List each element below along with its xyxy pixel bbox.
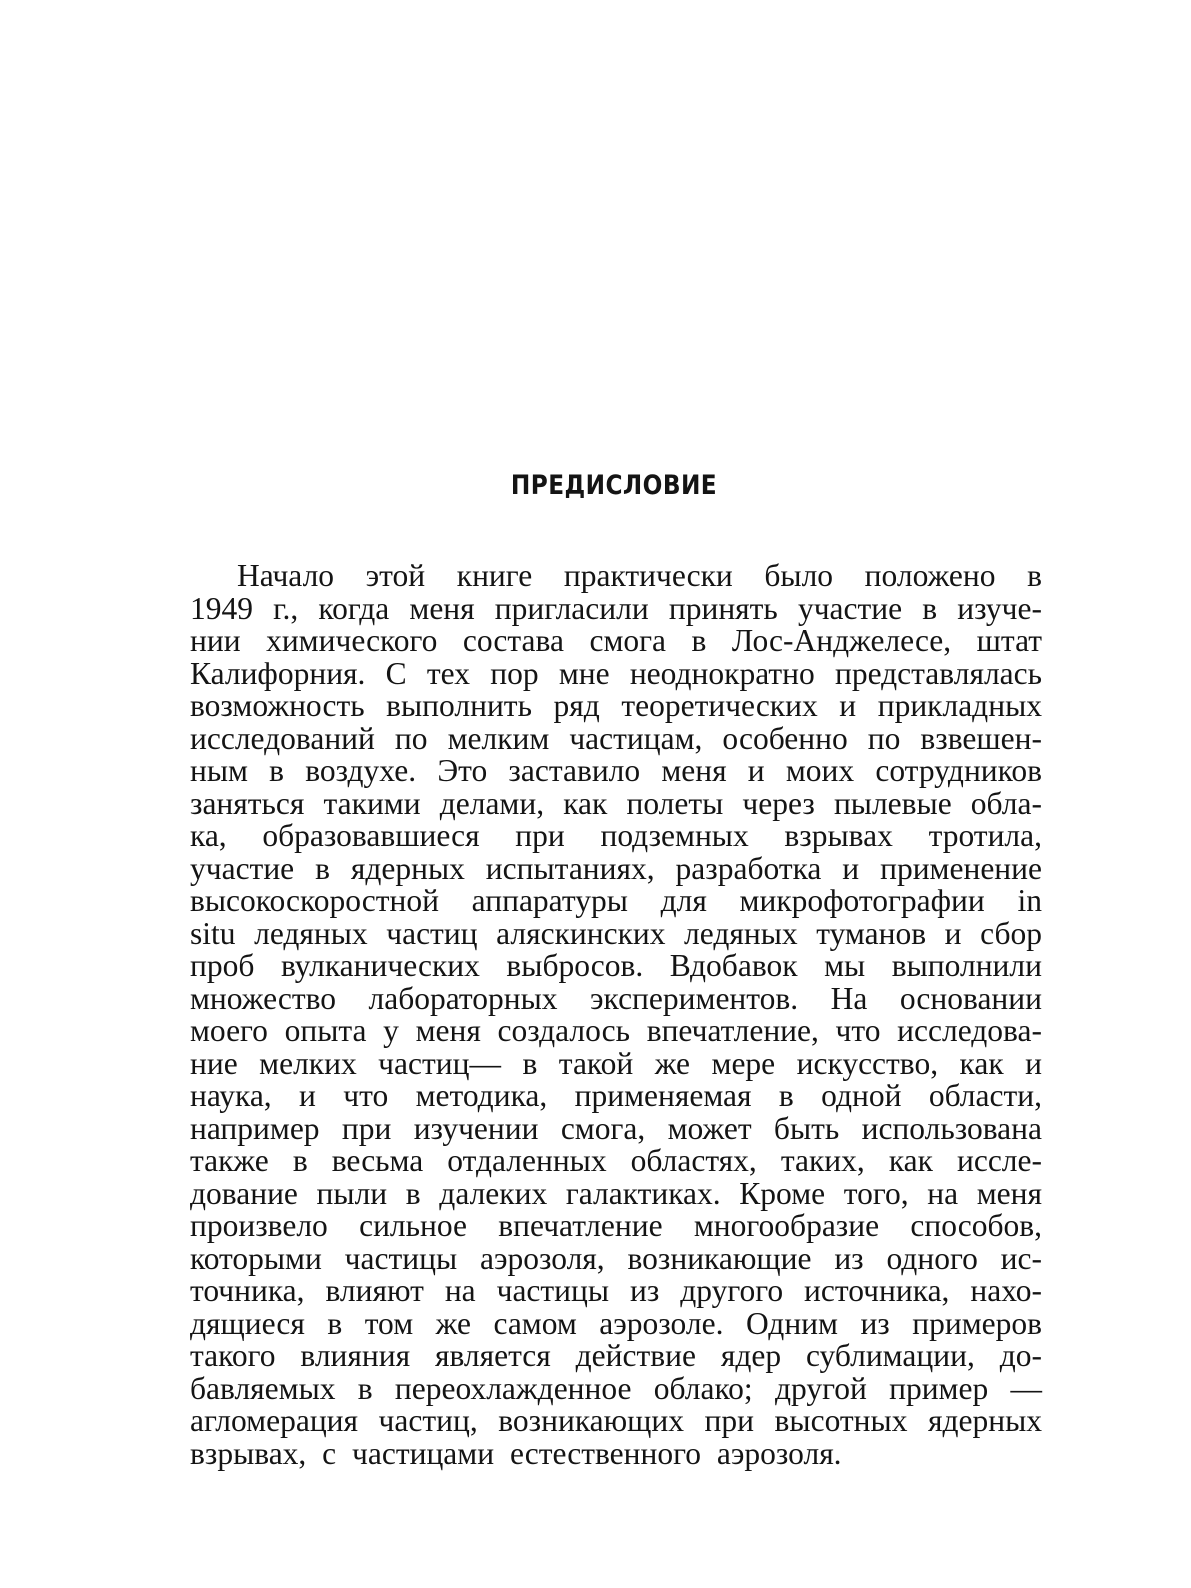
text-line: произвело сильное впечатление многообразие способов, bbox=[190, 1208, 1042, 1243]
text-line: situ ледяных частиц аляскинских ледяных туманов и сбор bbox=[190, 915, 1042, 951]
text-line: исследований по мелким частицам, особенно по взвешен- bbox=[190, 720, 1042, 756]
text-line: ние мелких частиц— в такой же мере искусство, как и bbox=[190, 1045, 1042, 1081]
text-line: например при изучении смога, может быть использована bbox=[190, 1110, 1042, 1146]
text-line: также в весьма отдаленных областях, таких, как иссле- bbox=[190, 1143, 1042, 1178]
text-line: моего опыта у меня создалось впечатление, что исследова- bbox=[190, 1013, 1042, 1048]
text-line: которыми частицы аэрозоля, возникающие из одного ис- bbox=[190, 1240, 1042, 1276]
preface-paragraph bbox=[190, 560, 1042, 1470]
text-line: 1949 г., когда меня пригласили принять участие в изуче- bbox=[190, 590, 1042, 626]
text-line: возможность выполнить ряд теоретических и прикладных bbox=[190, 688, 1042, 723]
text-line: бавляемых в переохлажденное облако; другой пример — bbox=[190, 1370, 1042, 1406]
text-line: точника, влияют на частицы из другого источника, нахо- bbox=[190, 1273, 1042, 1308]
text-line: дование пыли в далеких галактиках. Кроме того, на меня bbox=[190, 1175, 1042, 1211]
text-line: Калифорния. С тех пор мне неоднократно представлялась bbox=[190, 655, 1042, 691]
text-line: Начало этой книге практически было положено в bbox=[237, 558, 1042, 593]
text-line: заняться такими делами, как полеты через пылевые обла- bbox=[190, 785, 1042, 821]
text-line: дящиеся в том же самом аэрозоле. Одним из примеров bbox=[190, 1305, 1042, 1341]
text-line: нии химического состава смога в Лос-Анджелесе, штат bbox=[190, 623, 1042, 658]
text-line: ным в воздухе. Это заставило меня и моих сотрудников bbox=[190, 753, 1042, 788]
text-line: такого влияния является действие ядер сублимации, до- bbox=[190, 1338, 1042, 1373]
text-line: высокоскоростной аппаратуры для микрофотографии in bbox=[190, 883, 1042, 918]
text-line: проб вулканических выбросов. Вдобавок мы выполнили bbox=[190, 948, 1042, 983]
text-line: взрывах, с частицами естественного аэрозоля. bbox=[190, 1435, 842, 1471]
text-line: участие в ядерных испытаниях, разработка и применение bbox=[190, 850, 1042, 886]
text-line: агломерация частиц, возникающих при высотных ядерных bbox=[190, 1403, 1042, 1438]
text-line: ка, образовавшиеся при подземных взрывах тротила, bbox=[190, 818, 1042, 853]
text-line: множество лабораторных экспериментов. На основании bbox=[190, 980, 1042, 1016]
text-line: наука, и что методика, применяемая в одной области, bbox=[190, 1078, 1042, 1113]
chapter-heading: ПРЕДИСЛОВИЕ bbox=[510, 470, 718, 501]
